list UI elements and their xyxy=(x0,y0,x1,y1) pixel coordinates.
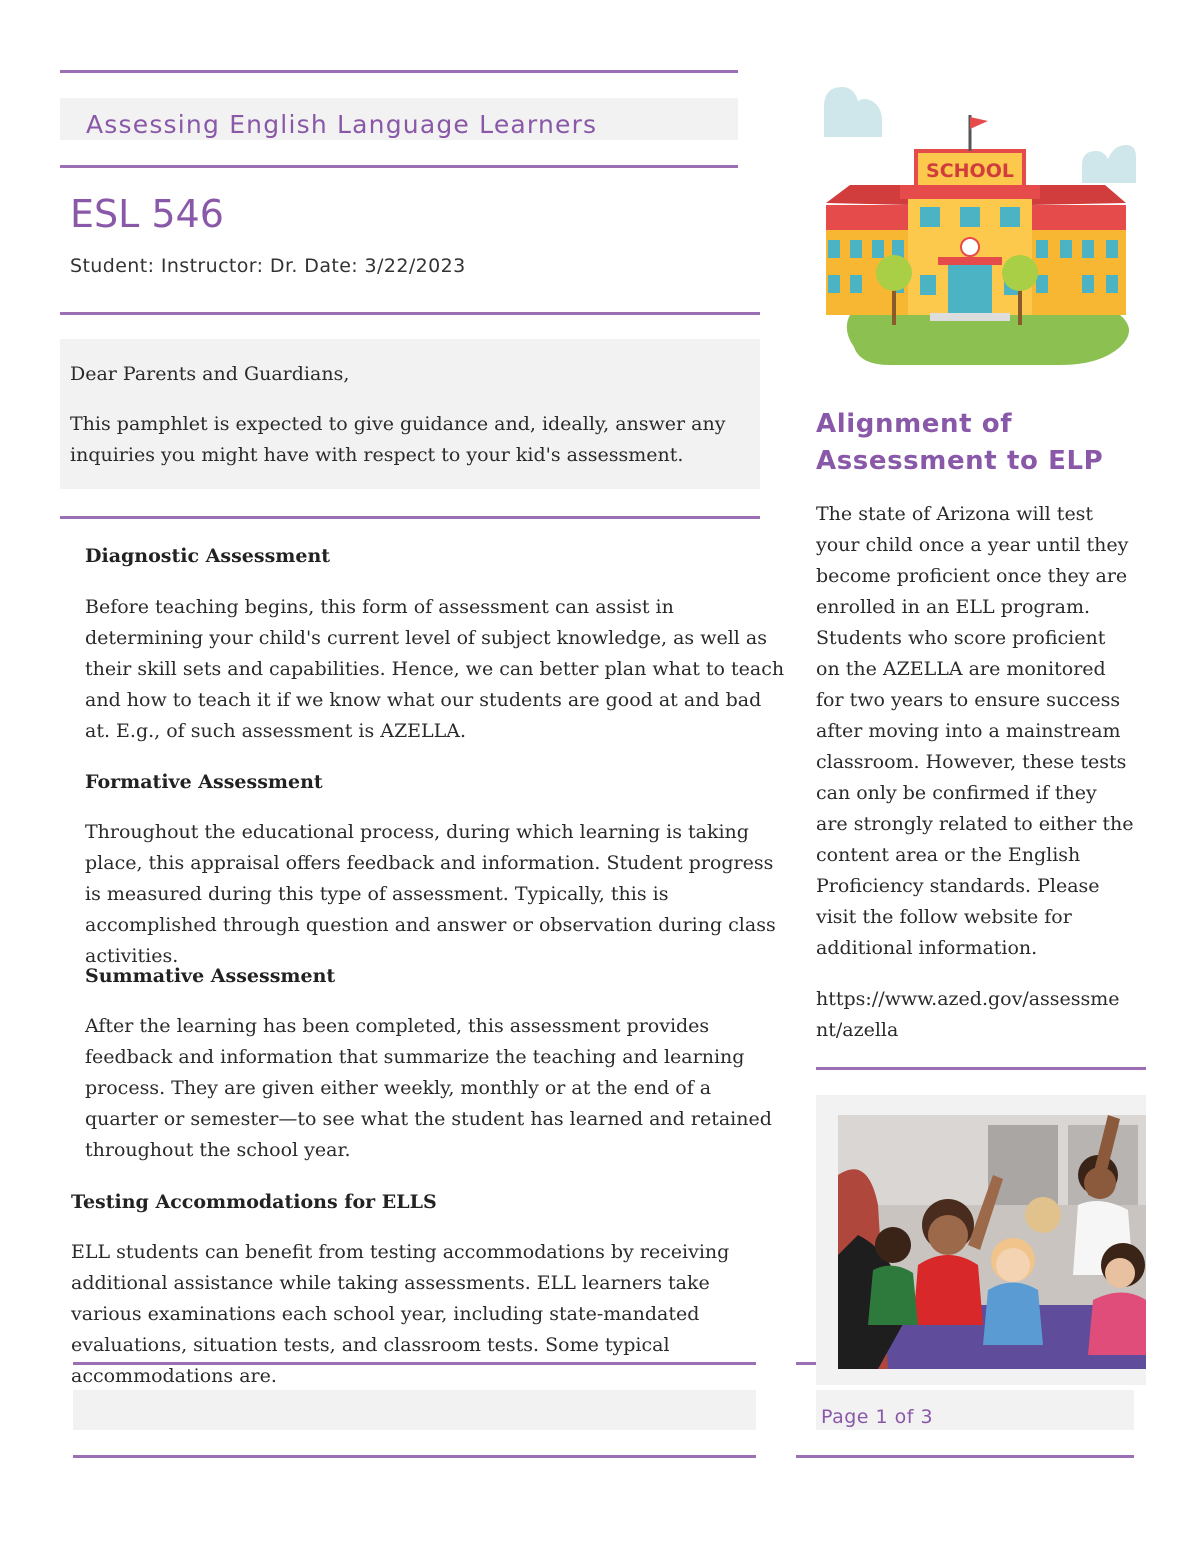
sidebar-divider xyxy=(816,1067,1146,1070)
classroom-photo xyxy=(838,1115,1146,1369)
page-number: Page 1 of 3 xyxy=(821,1406,934,1428)
top-divider xyxy=(60,70,738,73)
school-building-icon xyxy=(820,85,1140,370)
footer-right-tick xyxy=(796,1362,816,1365)
sidebar-heading: Alignment of Assessment to ELP xyxy=(816,409,1104,476)
section-body-formative: Throughout the educational process, during which learning is taking place, this appraisal offers feedback and information. Student progress is measured during this type of assessment. Typically, this is accomplished through question and answer or observation during class activities. xyxy=(85,821,776,967)
section-body-diagnostic: Before teaching begins, this form of assessment can assist in determining your child's current level of subject knowledge, as well as their skill sets and capabilities. Hence, we can better plan what to teach and how to teach it if we know what our students are good at and bad at. E.g., of such assessment is AZELLA. xyxy=(85,596,785,742)
footer-right-divider xyxy=(796,1455,1134,1458)
letter-greeting: Dear Parents and Guardians, xyxy=(70,363,350,385)
school-sign-text: SCHOOL xyxy=(926,160,1014,182)
letter-intro: This pamphlet is expected to give guidance and, ideally, answer any inquiries you might have with respect to your kid's assessment. xyxy=(70,413,726,466)
footer-right-box xyxy=(816,1390,1134,1430)
course-title: ESL 546 xyxy=(70,192,224,236)
sidebar-body: The state of Arizona will test your child once a year until they become proficient once they are enrolled in an ELL program. Students who score proficient on the AZELLA are monitored for two years to ensure success after moving into a mainstream classroom. However, these tests can only be confirmed if they are strongly related to either the content area or the English Proficiency standards. Please visit the follow website for additional information. xyxy=(816,503,1134,959)
azella-link[interactable]: https://www.azed.gov/assessment/azella xyxy=(816,988,1120,1041)
footer-left-divider xyxy=(73,1455,756,1458)
letter-divider xyxy=(60,516,760,519)
subtitle-divider xyxy=(60,165,738,168)
document-subtitle: Assessing English Language Learners xyxy=(86,110,598,139)
section-title-summative: Summative Assessment xyxy=(85,965,336,987)
section-body-summative: After the learning has been completed, this assessment provides feedback and information that summarize the teaching and learning process. They are given either weekly, monthly or at the end of a quarter or semester—to see what the student has learned and retained throughout the school year. xyxy=(85,1015,772,1161)
course-meta: Student: Instructor: Dr. Date: 3/22/2023 xyxy=(70,255,466,277)
header-divider xyxy=(60,312,760,315)
subtitle-banner xyxy=(60,98,738,140)
section-title-accommodations: Testing Accommodations for ELLS xyxy=(71,1191,437,1213)
body-bottom-divider xyxy=(73,1362,756,1365)
section-body-accommodations: ELL students can benefit from testing accommodations by receiving additional assistance while taking assessments. ELL learners take various examinations each school year, including state-mandated evaluations, situation tests, and classroom tests. Some typical accommodations are. xyxy=(71,1241,730,1387)
children-raising-hands-image xyxy=(838,1115,1146,1369)
letter-box xyxy=(60,339,760,489)
photo-frame xyxy=(816,1095,1146,1385)
section-title-diagnostic: Diagnostic Assessment xyxy=(85,545,331,567)
section-title-formative: Formative Assessment xyxy=(85,771,323,793)
footer-left-box xyxy=(73,1390,756,1430)
school-illustration xyxy=(820,85,1140,370)
